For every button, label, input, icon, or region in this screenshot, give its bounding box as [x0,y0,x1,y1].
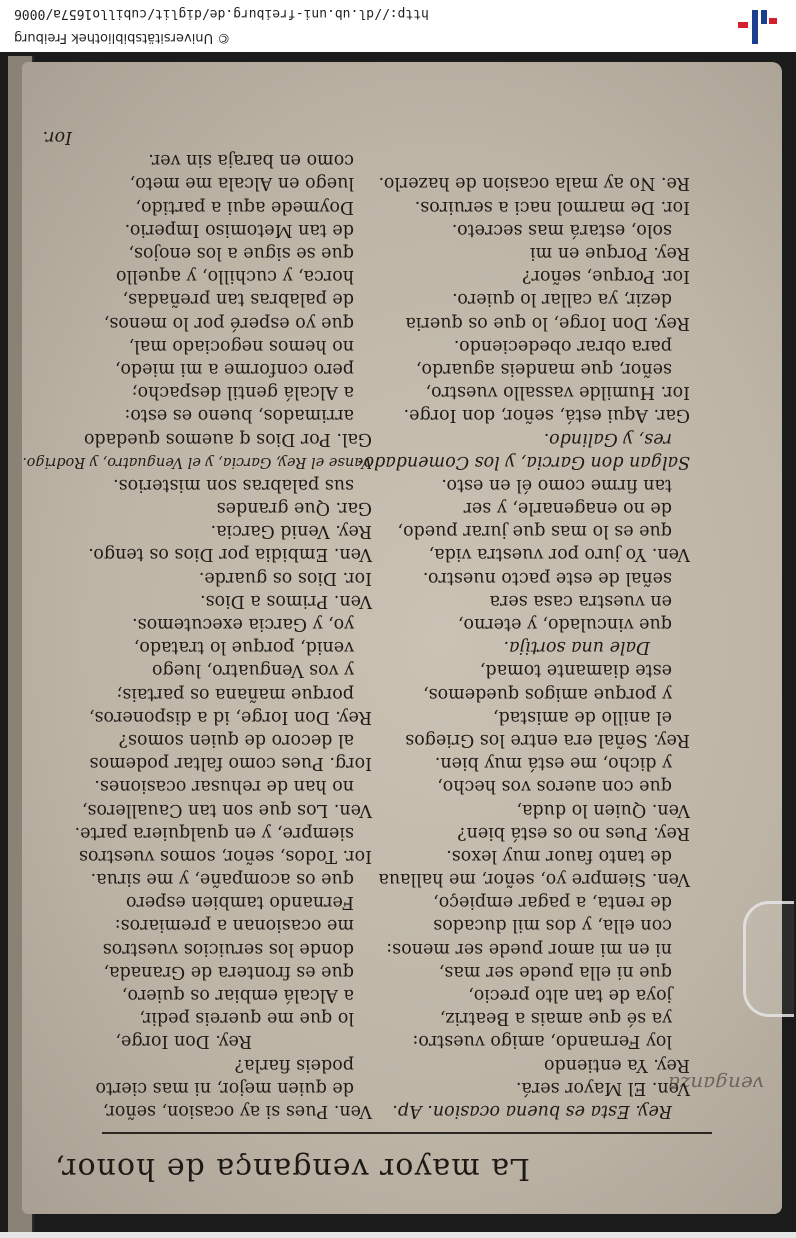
text-line: señal de este pacto nuestro. [422,567,672,588]
stage-direction: Dale una sortija. [503,637,650,658]
text-line: donde los seruicios vuestros [102,938,354,959]
text-line: en vuestra casa sera [489,590,672,611]
text-line: que es lo mas que jurar puedo, [397,521,672,542]
text-line: Rey. Don Iorge, [115,1031,252,1052]
text-line: de renta, a pagar empieço, [433,892,672,913]
text-line: de quien mejor, ni mas cierto [95,1077,354,1098]
stage-direction: Vanse el Rey, Garcia, y el Venguatro, y Rodrigo. [22,453,372,470]
text-line: Re. No ay mala ocasion de hazerlo. [378,173,690,194]
text-line: Fernando tambien espero [125,892,354,913]
footer-strip [0,1232,796,1238]
text-line: con ella, y dos mil ducados [433,915,672,936]
text-line: a Alcalá gentil despacho; [131,382,354,403]
text-line: me ocasionan a premiaros: [114,915,354,936]
text-line: Ven. Quien lo duda, [516,799,690,820]
text-line: Ior. Dios os guarde. [198,567,372,588]
text-line: Gal. Por Dios q auemos quedado [83,428,372,449]
left-column [358,171,690,1122]
catchword: Ior. [42,127,72,148]
page-scan [8,56,796,1232]
text-line: Ior. Porque, señor? [522,266,690,287]
text-line: Ven. El Mayor será. [515,1077,690,1098]
text-line: joya de tan alto precio, [468,985,672,1006]
text-line: que vinculado, y eterno, [457,614,672,635]
text-line: ya sé que amais a Beatriz, [439,1008,672,1029]
text-line: Doymede aqui a partido, [135,196,354,217]
text-line: siempre, y en qualquiera parte. [74,822,354,843]
text-line: horca, y cuchillo, y aquello [115,266,354,287]
text-line: Ior. Humilde vassallo vuestro, [425,382,690,403]
text-line: Rey. Don Iorge, lo que os queria [405,312,690,333]
text-line: de palabras tan preñadas, [122,289,354,310]
page-header: La mayor vengança de honor, [53,1151,531,1186]
text-line: Iorg. Pues como faltar podemos [89,753,372,774]
text-line: Ven. Yo juro por vuestra vida, [428,544,690,565]
header-rule [102,1132,712,1134]
text-line: de tan Metomiso Imperio. [124,219,354,240]
text-line: de no enagenarle, y ser [463,498,672,519]
text-line: dezir, ya callar lo quiero. [452,289,672,310]
text-line: Rey. Señal era entre los Griegos [405,730,690,750]
text-line: el anillo de amistad, [492,706,672,727]
text-line: podeis fiarla? [234,1054,354,1075]
text-line: que os acompañe, y me sirua. [90,869,354,890]
text-line: Gar. Que grandes [216,498,372,519]
viewer-banner [0,0,796,52]
text-line: Ven. Los que son tan Caualleros, [81,799,372,820]
text-line: y vos Venguatro, luego [151,660,354,681]
text-line: Rey. Ya entiendo [543,1054,690,1075]
text-line: Gar. Aqui está, señor, don Iorge. [403,405,690,426]
book-page [22,62,782,1214]
text-line: Rey. Esta es buena ocasion. Ap. [392,1101,672,1121]
text-line: que es frontera de Granada, [103,961,354,982]
text-line: al decoro de quien somos? [118,730,354,750]
text-line: sus palabras son misterios. [113,474,354,495]
text-line: Ven. Primos a Dios. [200,590,372,611]
text-line: Rey. Pues no os está bien? [457,822,690,843]
text-line: que con aueros vos hecho, [437,776,672,797]
text-line: Ven. Pues si ay ocasion, señor, [102,1101,372,1121]
text-line: no han de rehusar ocasiones. [94,776,354,797]
text-line: lo que me quereis pedir, [139,1008,354,1029]
rotated-page-content [22,62,782,1214]
text-line: a Alcalá embiar os quiero, [121,985,354,1006]
text-line: y porque amigos quedemos, [423,683,672,704]
text-line: este diamante tomad, [479,660,672,681]
library-logo-icon [738,8,780,46]
text-line: Ior. De marmol naci a seruiros. [414,196,690,217]
text-line: Ior. Todos, señor, somos vuestros [78,845,372,866]
text-line: que yo esperé por lo menos, [103,312,354,333]
text-line: loy Fernando, amigo vuestro: [412,1031,672,1052]
text-line: tan firme como él en esto. [441,474,672,495]
stage-direction: Salgan don Garcia, y los Comendado- [357,451,690,472]
text-line: venid, porque lo tratado, [133,637,354,658]
marginal-note: venganza [667,1072,764,1096]
stage-direction: res, y Galindo. [543,428,672,449]
text-line: señor, que mandeis aguardo, [415,359,672,379]
text-line: Ven. Siempre yo, señor, me hallaua [378,869,690,890]
text-line: para obrar obedeciendo. [453,335,672,356]
text-line: no hemos negociado mal, [128,335,354,356]
right-column [22,125,372,1122]
text-line: Ven. Embidia por Dios os tengo. [88,544,372,565]
text-line: arrimados, bueno es esto: [124,405,354,426]
text-line: y dicho, me está muy bien. [434,753,672,774]
text-line: solo, estará mas secreto. [451,219,672,240]
text-line: que se sigue a los enojos, [128,243,354,264]
text-line: luego en Alcala me meto, [129,173,354,194]
page-clip [743,901,794,1017]
text-line: Rey. Don Iorge, id a disponeros, [88,706,372,727]
text-line: Rey. Venid Garcia. [210,521,372,542]
text-line: como en baraja sin ver. [148,150,354,171]
text-line: Rey. Porque en mi [530,243,690,264]
text-line: porque mañana os partais; [116,683,354,704]
document-url[interactable]: http://dl.ub.uni-freiburg.de/diglit/cubillo1657a/0006 [14,6,429,21]
copyright-text: © Universitätsbibliothek Freiburg [14,30,231,45]
text-line: que ni ella puede ser mas, [438,961,672,982]
text-line: yo, y Garcia executemos. [132,614,354,635]
text-line: pero conforme a mi miedo, [114,359,354,379]
text-line: ni en mi amor puede ser menos: [386,938,672,959]
text-line: de tanto fauor muy lexos. [446,845,672,866]
